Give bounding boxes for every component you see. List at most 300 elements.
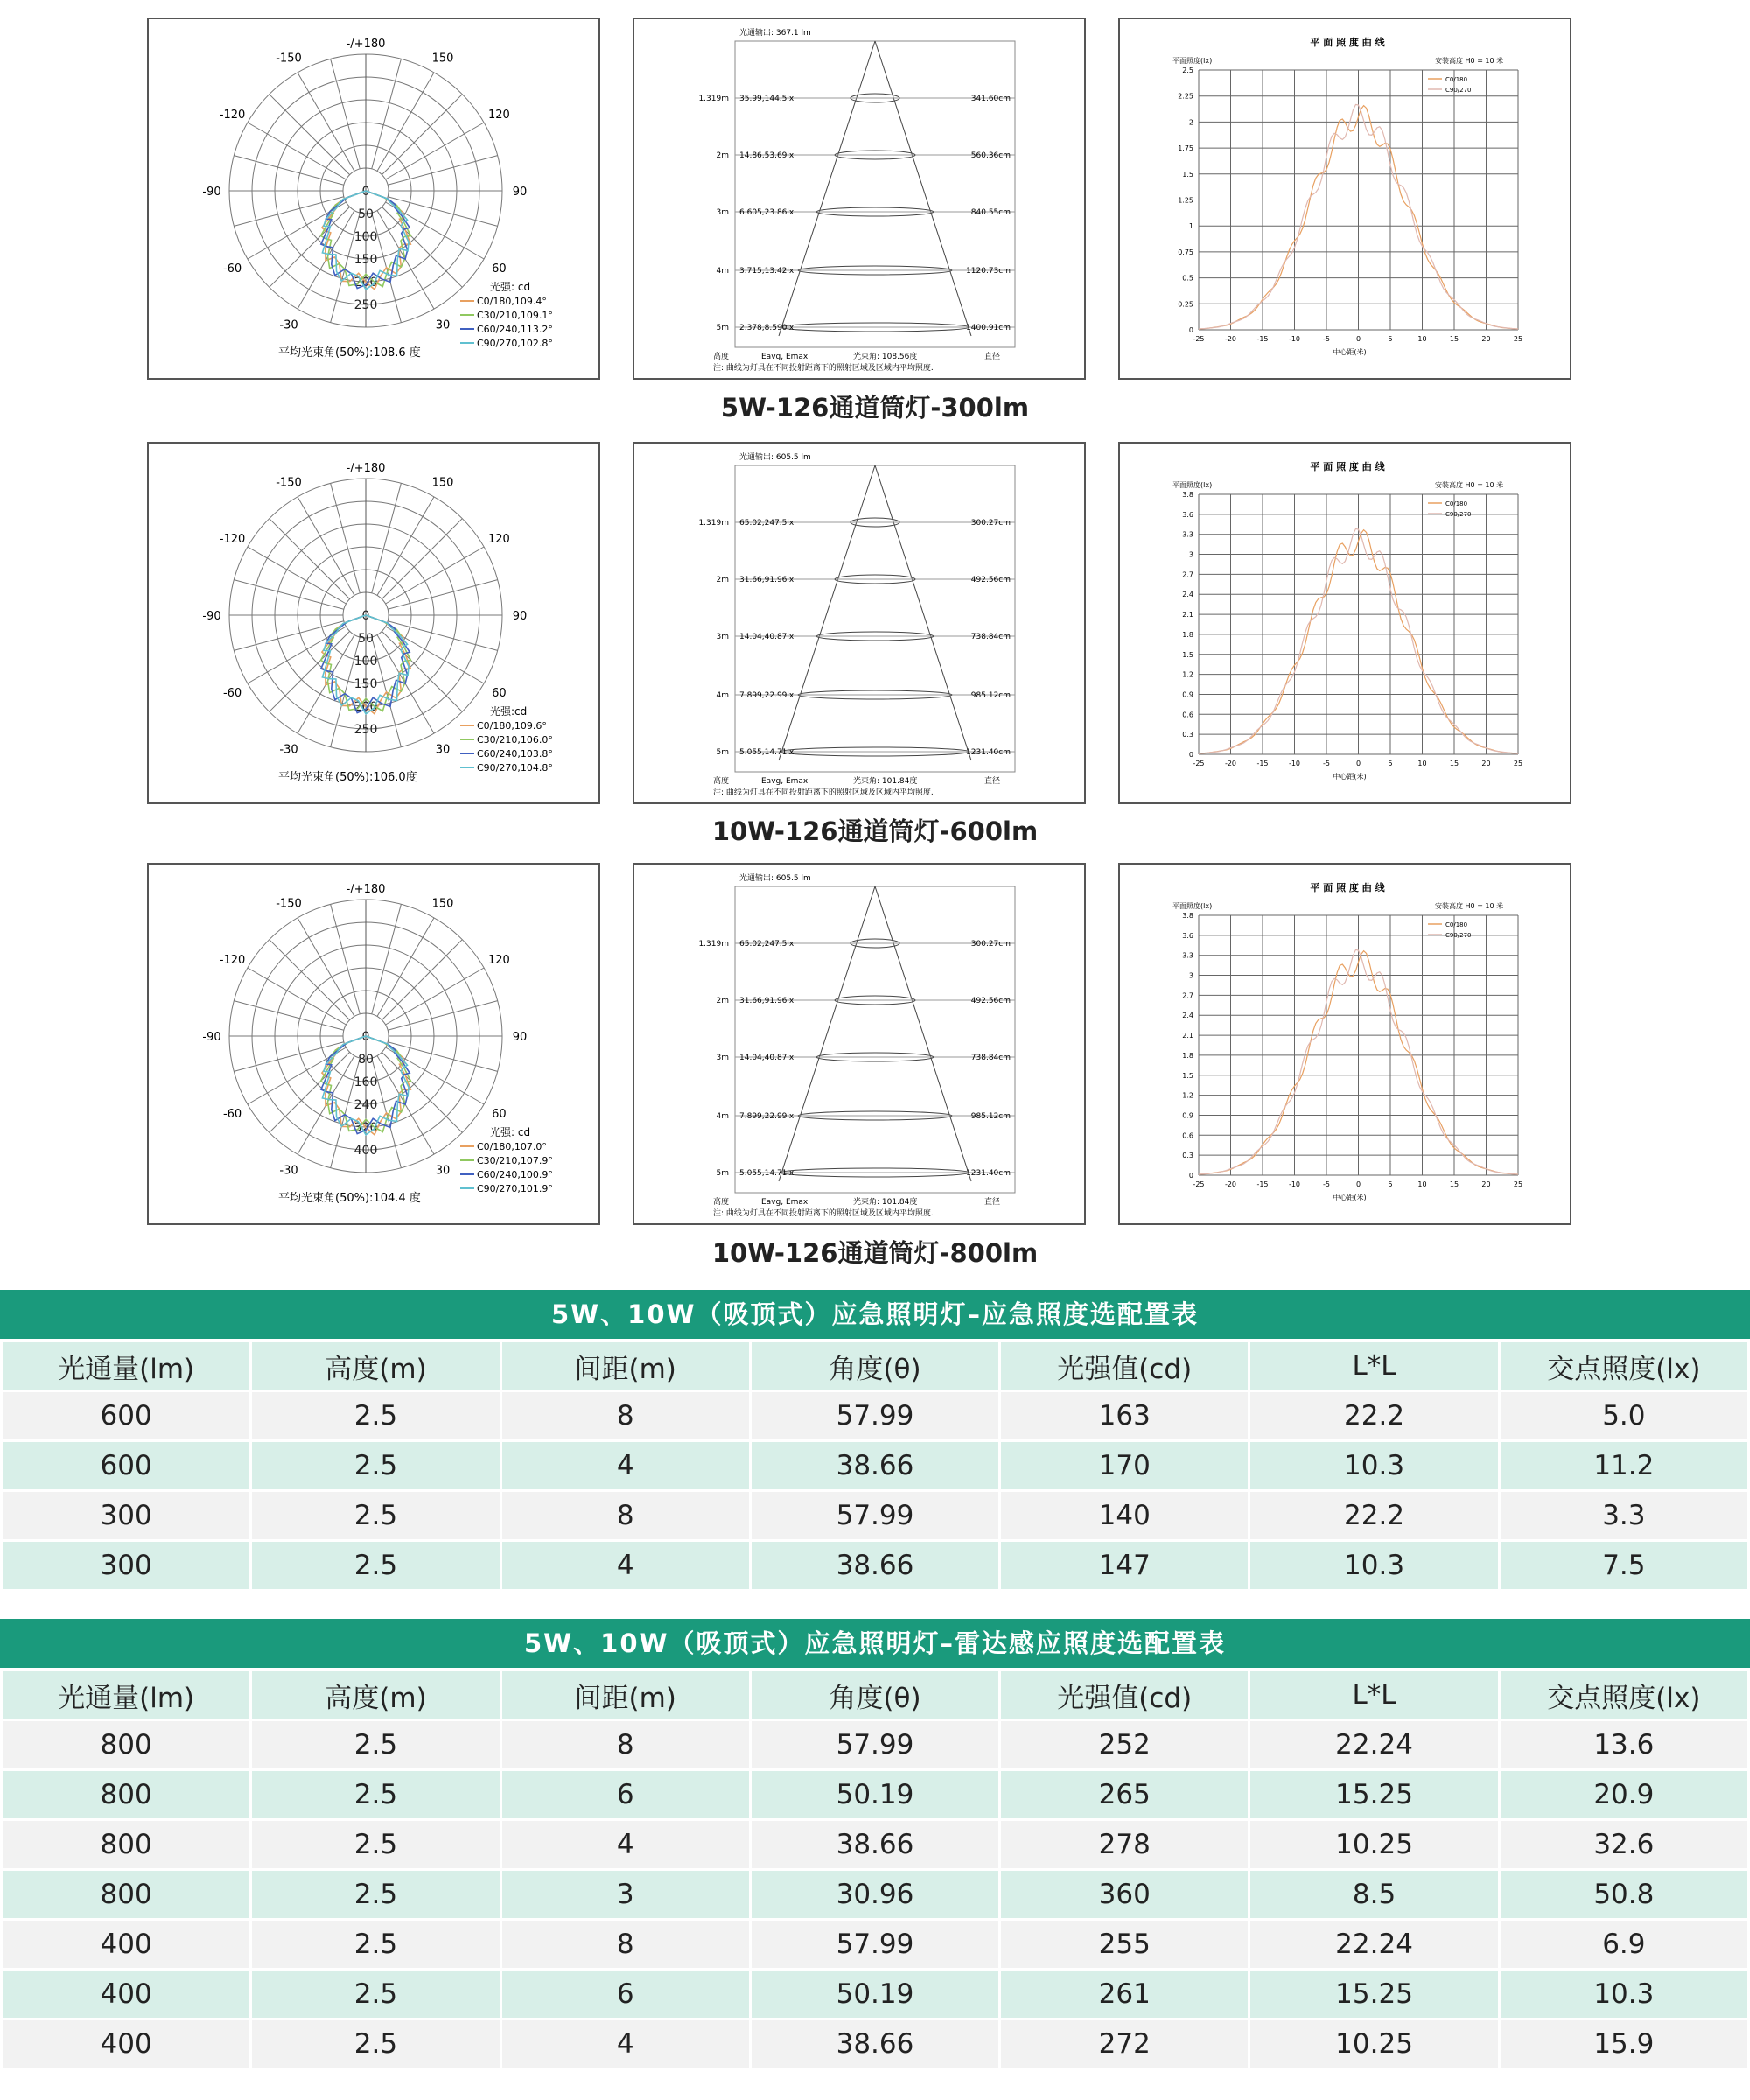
cone-frame (735, 41, 1015, 347)
table-cell: 2.5 (252, 1442, 499, 1489)
table-cell: 3 (502, 1871, 749, 1918)
plane-height-label: 安装高度 H0 = 10 米 (1435, 57, 1504, 65)
column-header: 光通量(lm) (3, 1671, 249, 1718)
cone-edge (779, 41, 875, 336)
plane-y-tick: 2.5 (1182, 66, 1194, 74)
polar-spoke (372, 904, 402, 1014)
cone-note: 注: 曲线为灯具在不同投射距离下的照射区域及区域内平均照度. (713, 1209, 934, 1218)
table-cell: 57.99 (752, 1492, 998, 1539)
cone-height-label: 3m (716, 208, 729, 217)
table-cell: 800 (3, 1871, 249, 1918)
plane-y-tick: 2 (1188, 118, 1194, 127)
polar-spoke (234, 1001, 344, 1031)
caption-1: 5W-126通道筒灯-300lm (720, 393, 1030, 423)
table-cell: 11.2 (1501, 1442, 1747, 1489)
plane-chart-title: 平 面 照 度 曲 线 (1310, 882, 1385, 893)
cone-illuminance-label: 2.378,8.590lx (739, 324, 794, 332)
plane-x-tick: -20 (1224, 335, 1237, 343)
table-row (3, 1821, 1747, 1868)
table-cell: 800 (3, 1821, 249, 1868)
table-cell: 300 (3, 1542, 249, 1589)
cone-illuminance-label: 14.04,40.87lx (739, 1054, 794, 1062)
polar-legend-entry: C0/180,107.0° (477, 1141, 547, 1152)
polar-angle-label: 90 (512, 610, 528, 623)
table-cell: 22.24 (1250, 1921, 1497, 1968)
column-header: 高度(m) (252, 1671, 499, 1718)
cone-diameter-label: 985.12cm (970, 1112, 1011, 1121)
polar-radial-label: 240 (354, 1098, 378, 1112)
cone-illuminance-label: 65.02,247.5lx (739, 940, 794, 948)
table-cell: 38.66 (752, 1442, 998, 1489)
plane-x-tick: 25 (1513, 1180, 1523, 1188)
plane-x-tick: 0 (1355, 1180, 1362, 1188)
plane-y-tick: 1.75 (1178, 144, 1194, 153)
plane-y-tick: 0.3 (1182, 1152, 1194, 1160)
table-cell: 2.5 (252, 2020, 499, 2068)
plane-x-tick: 5 (1388, 1180, 1393, 1188)
polar-legend-entry: C30/210,107.9° (477, 1155, 553, 1166)
plane-illuminance-chart-1 (1118, 18, 1572, 380)
polar-radial-label: 150 (354, 677, 378, 691)
polar-radial-label: 160 (354, 1075, 378, 1089)
polar-spoke (382, 519, 462, 599)
table-cell: 2.5 (252, 1392, 499, 1439)
radar-table-title: 5W、10W（吸顶式）应急照明灯–雷达感应照度选配置表 (0, 1619, 1750, 1668)
plane-y-tick: 3.3 (1182, 530, 1194, 539)
plane-x-tick: 20 (1481, 335, 1491, 343)
polar-top-label: -/+180 (346, 38, 386, 51)
cone-diagram-2 (633, 442, 1086, 804)
table-cell: 163 (1001, 1392, 1248, 1439)
cone-edge (779, 886, 875, 1181)
table-cell: 10.3 (1501, 1970, 1747, 2018)
plane-y-tick: 0.5 (1182, 274, 1194, 283)
cone-height-label: 5m (716, 1169, 729, 1178)
plane-y-tick: 2.1 (1182, 1032, 1194, 1040)
polar-angle-label: -90 (202, 186, 221, 199)
polar-radial-label: 150 (354, 253, 378, 267)
polar-spoke (388, 156, 498, 186)
cone-diameter-label: 1231.40cm (966, 1169, 1011, 1178)
polar-spoke (234, 1042, 344, 1072)
plane-x-tick: 5 (1388, 760, 1393, 767)
plane-y-tick: 3.8 (1182, 912, 1194, 920)
plane-illuminance-chart-3 (1118, 863, 1572, 1225)
plane-y-label: 平面照度(lx) (1172, 57, 1213, 65)
plane-x-tick: -15 (1256, 335, 1269, 343)
plane-x-tick: -15 (1256, 1180, 1269, 1188)
plane-y-tick: 2.7 (1182, 570, 1194, 579)
column-header: 光强值(cd) (1001, 1342, 1248, 1390)
polar-spoke (331, 59, 360, 169)
table-cell: 265 (1001, 1771, 1248, 1818)
plane-y-tick: 1.2 (1182, 670, 1194, 679)
polar-legend-entry: C30/210,109.1° (477, 310, 553, 321)
table-row (3, 1721, 1747, 1768)
polar-radial-label: 250 (354, 723, 378, 737)
plane-y-tick: 3.6 (1182, 510, 1194, 519)
plane-x-tick: 20 (1481, 760, 1491, 767)
emergency-config-table (0, 1340, 1750, 1592)
polar-radial-label: 100 (354, 654, 378, 668)
polar-spoke (270, 206, 350, 287)
cone-edge (875, 466, 971, 760)
table-cell: 400 (3, 1970, 249, 2018)
table-cell: 2.5 (252, 1771, 499, 1818)
table-cell: 170 (1001, 1442, 1248, 1489)
cone-footer-label: 直径 (984, 777, 1001, 786)
table-cell: 5.0 (1501, 1392, 1747, 1439)
plane-x-tick: 0 (1355, 760, 1362, 767)
cone-footer-label: 高度 (713, 1198, 730, 1207)
plane-y-tick: 0 (1188, 1172, 1194, 1180)
table-cell: 360 (1001, 1871, 1248, 1918)
plane-x-tick: 10 (1418, 1180, 1427, 1188)
cone-illuminance-label: 6.605,23.86lx (739, 208, 794, 217)
cone-illuminance-label: 5.055,14.71lx (739, 748, 794, 757)
cone-footer-label: 光束角: 101.84度 (853, 777, 918, 786)
plane-x-tick: -25 (1193, 760, 1205, 767)
table-cell: 57.99 (752, 1921, 998, 1968)
plane-y-label: 平面照度(lx) (1172, 481, 1213, 489)
table-row (3, 1492, 1747, 1539)
cone-footer-label: Eavg, Emax (761, 1198, 808, 1207)
polar-top-label: -/+180 (346, 462, 386, 475)
cone-height-label: 2m (716, 576, 729, 584)
table-cell: 4 (502, 2020, 749, 2068)
table-cell: 261 (1001, 1970, 1248, 2018)
polar-angle-label: -120 (219, 954, 246, 967)
cone-diameter-label: 1400.91cm (966, 324, 1011, 332)
beam-angle-label: 平均光束角(50%):108.6 度 (278, 346, 421, 360)
plane-y-tick: 0.75 (1178, 248, 1194, 256)
beam-angle-label: 平均光束角(50%):106.0度 (278, 771, 417, 784)
cone-diameter-label: 300.27cm (970, 519, 1011, 528)
table-cell: 7.5 (1501, 1542, 1747, 1589)
plane-y-tick: 1.2 (1182, 1091, 1194, 1100)
plane-x-tick: 5 (1388, 335, 1393, 343)
plane-legend-entry: C90/270 (1446, 87, 1472, 94)
polar-angle-label: -150 (276, 897, 302, 911)
plane-y-tick: 2.7 (1182, 991, 1194, 1000)
table-cell: 8.5 (1250, 1871, 1497, 1918)
polar-spoke (372, 483, 402, 593)
table-cell: 6 (502, 1771, 749, 1818)
cone-illuminance-label: 14.86,53.69lx (739, 151, 794, 160)
radar-config-table (0, 1669, 1750, 2070)
table-row (3, 1921, 1747, 1968)
cone-footer-label: 高度 (713, 353, 730, 361)
cone-footer-label: 光束角: 108.56度 (853, 353, 918, 361)
column-header: 交点照度(lx) (1501, 1342, 1747, 1390)
cone-diameter-label: 492.56cm (970, 997, 1011, 1005)
polar-angle-label: -90 (202, 610, 221, 623)
plane-x-tick: -25 (1193, 1180, 1205, 1188)
table-cell: 8 (502, 1721, 749, 1768)
plane-y-tick: 1.8 (1182, 630, 1194, 639)
polar-legend-entry: C0/180,109.6° (477, 720, 547, 732)
polar-angle-label: 30 (435, 318, 451, 332)
table-row (3, 1871, 1747, 1918)
cone-frame (735, 466, 1015, 772)
polar-spoke (331, 483, 360, 593)
table-cell: 3.3 (1501, 1492, 1747, 1539)
plane-x-tick: -5 (1323, 335, 1330, 343)
table-cell: 600 (3, 1442, 249, 1489)
plane-y-tick: 0 (1188, 326, 1194, 334)
cone-illuminance-label: 31.66,91.96lx (739, 576, 794, 584)
table-cell: 22.24 (1250, 1721, 1497, 1768)
table-cell: 50.8 (1501, 1871, 1747, 1918)
table-cell: 38.66 (752, 1821, 998, 1868)
table-cell: 15.9 (1501, 2020, 1747, 2068)
table-cell: 400 (3, 2020, 249, 2068)
cone-diameter-label: 738.84cm (970, 633, 1011, 641)
plane-x-tick: -20 (1224, 760, 1237, 767)
cone-height-label: 5m (716, 748, 729, 757)
table-cell: 15.25 (1250, 1771, 1497, 1818)
plane-chart-title: 平 面 照 度 曲 线 (1310, 461, 1385, 472)
polar-angle-label: -60 (222, 1108, 242, 1121)
plane-x-tick: 10 (1418, 335, 1427, 343)
plane-y-tick: 0.9 (1182, 1111, 1194, 1120)
polar-angle-label: 60 (492, 262, 507, 276)
polar-radial-label: 0 (361, 609, 370, 623)
polar-angle-label: 60 (492, 1108, 507, 1121)
table-cell: 50.19 (752, 1771, 998, 1818)
column-header: 高度(m) (252, 1342, 499, 1390)
plane-y-tick: 1.25 (1178, 196, 1194, 205)
polar-legend-entry: C90/270,101.9° (477, 1183, 553, 1194)
polar-radial-label: 100 (354, 230, 378, 244)
cone-diameter-label: 492.56cm (970, 576, 1011, 584)
polar-angle-label: 30 (435, 743, 451, 757)
cone-edge (779, 466, 875, 760)
beam-angle-label: 平均光束角(50%):104.4 度 (278, 1192, 421, 1205)
table-row (3, 2020, 1747, 2068)
cone-footer-label: 高度 (713, 777, 730, 786)
polar-angle-label: -90 (202, 1031, 221, 1044)
table-cell: 300 (3, 1492, 249, 1539)
plane-y-tick: 1.5 (1182, 170, 1194, 178)
polar-angle-label: 150 (431, 52, 454, 66)
cone-illuminance-label: 65.02,247.5lx (739, 519, 794, 528)
polar-legend-entry: C60/240,113.2° (477, 324, 553, 335)
cone-illuminance-label: 3.715,13.42lx (739, 267, 794, 276)
plane-legend-entry: C0/180 (1446, 500, 1468, 508)
cone-header: 光通输出: 367.1 lm (739, 29, 811, 38)
plane-y-tick: 0 (1188, 751, 1194, 759)
plane-y-tick: 2.25 (1178, 92, 1194, 101)
polar-spoke (382, 940, 462, 1020)
polar-radial-label: 50 (358, 632, 374, 646)
plane-chart-title: 平 面 照 度 曲 线 (1310, 37, 1385, 48)
polar-spoke (270, 519, 350, 599)
plane-x-tick: -20 (1224, 1180, 1237, 1188)
cone-diagram-3 (633, 863, 1086, 1225)
table-cell: 22.2 (1250, 1392, 1497, 1439)
cone-edge (875, 886, 971, 1181)
polar-angle-label: -60 (222, 262, 242, 276)
polar-legend-entry: C0/180,109.4° (477, 296, 547, 307)
caption-2: 10W-126通道筒灯-600lm (711, 816, 1039, 846)
table-cell: 2.5 (252, 1492, 499, 1539)
polar-unit-label: 光强: cd (490, 281, 531, 293)
plane-height-label: 安装高度 H0 = 10 米 (1435, 481, 1504, 489)
plane-x-tick: -10 (1288, 760, 1301, 767)
table-cell: 8 (502, 1392, 749, 1439)
polar-angle-label: 150 (431, 897, 454, 911)
plane-x-tick: 15 (1449, 1180, 1460, 1188)
cone-height-label: 5m (716, 324, 729, 332)
column-header: 间距(m) (502, 1342, 749, 1390)
polar-legend-entry: C60/240,103.8° (477, 748, 553, 760)
polar-angle-label: 90 (512, 1031, 528, 1044)
table-cell: 6.9 (1501, 1921, 1747, 1968)
plane-y-tick: 1.5 (1182, 650, 1194, 659)
column-header: 光通量(lm) (3, 1342, 249, 1390)
polar-spoke (388, 580, 498, 610)
cone-diameter-label: 738.84cm (970, 1054, 1011, 1062)
polar-angle-label: 120 (488, 954, 510, 967)
plane-x-tick: -25 (1193, 335, 1205, 343)
polar-spoke (270, 940, 350, 1020)
table-cell: 4 (502, 1442, 749, 1489)
polar-radial-label: 50 (358, 207, 374, 221)
polar-diagram-1 (147, 18, 600, 380)
plane-y-tick: 0.25 (1178, 300, 1194, 309)
polar-legend-entry: C30/210,106.0° (477, 734, 553, 746)
polar-spoke (234, 580, 344, 610)
plane-y-label: 平面照度(lx) (1172, 902, 1213, 910)
plane-x-label: 中心距(米) (1333, 1194, 1367, 1201)
cone-footer-label: 直径 (984, 1198, 1001, 1207)
polar-diagram-3 (147, 863, 600, 1225)
polar-spoke (270, 94, 350, 175)
table-cell: 2.5 (252, 1542, 499, 1589)
polar-spoke (388, 1001, 498, 1031)
table-cell: 22.2 (1250, 1492, 1497, 1539)
table-cell: 2.5 (252, 1921, 499, 1968)
plane-y-tick: 3.3 (1182, 951, 1194, 960)
cone-height-label: 1.319m (698, 94, 729, 103)
cone-diameter-label: 1120.73cm (966, 267, 1011, 276)
cone-diameter-label: 1231.40cm (966, 748, 1011, 757)
table-cell: 20.9 (1501, 1771, 1747, 1818)
cone-diameter-label: 300.27cm (970, 940, 1011, 948)
polar-angle-label: 150 (431, 476, 454, 490)
polar-spoke (234, 621, 344, 651)
table-cell: 13.6 (1501, 1721, 1747, 1768)
cone-illuminance-label: 35.99,144.5lx (739, 94, 794, 103)
cone-height-label: 2m (716, 997, 729, 1005)
cone-footer-label: 光束角: 101.84度 (853, 1198, 918, 1207)
emergency-table-title: 5W、10W（吸顶式）应急照明灯–应急照度选配置表 (0, 1290, 1750, 1339)
polar-legend-entry: C90/270,104.8° (477, 762, 553, 774)
table-cell: 8 (502, 1921, 749, 1968)
table-cell: 272 (1001, 2020, 1248, 2068)
polar-spoke (234, 156, 344, 186)
plane-y-tick: 3.6 (1182, 931, 1194, 940)
plane-y-tick: 0.6 (1182, 710, 1194, 719)
cone-height-label: 4m (716, 1112, 729, 1121)
table-cell: 800 (3, 1771, 249, 1818)
cone-note: 注: 曲线为灯具在不同投射距离下的照射区域及区域内平均照度. (713, 364, 934, 373)
plane-y-tick: 3 (1188, 550, 1194, 559)
table-row (3, 1970, 1747, 2018)
polar-radial-label: 320 (354, 1121, 378, 1135)
table-cell: 57.99 (752, 1721, 998, 1768)
plane-y-tick: 3 (1188, 971, 1194, 980)
table-cell: 10.25 (1250, 2020, 1497, 2068)
table-cell: 10.3 (1250, 1442, 1497, 1489)
cone-note: 注: 曲线为灯具在不同投射距离下的照射区域及区域内平均照度. (713, 788, 934, 797)
cone-height-label: 3m (716, 633, 729, 641)
table-cell: 2.5 (252, 1821, 499, 1868)
column-header: 角度(θ) (752, 1671, 998, 1718)
polar-radial-label: 0 (361, 185, 370, 199)
table-cell: 255 (1001, 1921, 1248, 1968)
polar-angle-label: -150 (276, 52, 302, 66)
table-cell: 38.66 (752, 2020, 998, 2068)
table-header-row (3, 1342, 1747, 1390)
cone-header: 光通输出: 605.5 lm (739, 453, 811, 462)
plane-x-label: 中心距(米) (1333, 348, 1367, 356)
cone-height-label: 2m (716, 151, 729, 160)
polar-angle-label: -120 (219, 533, 246, 546)
table-cell: 30.96 (752, 1871, 998, 1918)
cone-illuminance-label: 14.04,40.87lx (739, 633, 794, 641)
plane-x-tick: 15 (1449, 335, 1460, 343)
table-cell: 2.5 (252, 1871, 499, 1918)
table-header-row (3, 1671, 1747, 1718)
plane-y-tick: 0.9 (1182, 690, 1194, 699)
polar-radial-label: 80 (358, 1053, 374, 1067)
table-cell: 278 (1001, 1821, 1248, 1868)
plane-x-tick: 20 (1481, 1180, 1491, 1188)
plane-legend-entry: C90/270 (1446, 932, 1472, 939)
polar-spoke (270, 1052, 350, 1132)
plane-y-tick: 3.8 (1182, 491, 1194, 499)
polar-legend-entry: C90/270,102.8° (477, 338, 553, 349)
table-cell: 50.19 (752, 1970, 998, 2018)
polar-spoke (331, 904, 360, 1014)
plane-x-tick: -10 (1288, 335, 1301, 343)
table-cell: 38.66 (752, 1542, 998, 1589)
table-cell: 6 (502, 1970, 749, 2018)
cone-edge (875, 41, 971, 336)
cone-footer-label: Eavg, Emax (761, 353, 808, 361)
plane-y-tick: 1 (1188, 222, 1194, 231)
column-header: L*L (1250, 1342, 1497, 1390)
table-cell: 147 (1001, 1542, 1248, 1589)
polar-spoke (234, 197, 344, 227)
polar-angle-label: 90 (512, 186, 528, 199)
polar-angle-label: -30 (279, 318, 298, 332)
plane-legend-entry: C0/180 (1446, 76, 1468, 83)
polar-radial-label: 200 (354, 700, 378, 714)
cone-frame (735, 886, 1015, 1193)
table-cell: 252 (1001, 1721, 1248, 1768)
cone-footer-label: Eavg, Emax (761, 777, 808, 786)
table-row (3, 1542, 1747, 1589)
cone-illuminance-label: 7.899,22.99lx (739, 1112, 794, 1121)
polar-spoke (382, 94, 462, 175)
plane-y-tick: 2.4 (1182, 591, 1194, 599)
table-cell: 4 (502, 1821, 749, 1868)
column-header: 光强值(cd) (1001, 1671, 1248, 1718)
column-header: 交点照度(lx) (1501, 1671, 1747, 1718)
